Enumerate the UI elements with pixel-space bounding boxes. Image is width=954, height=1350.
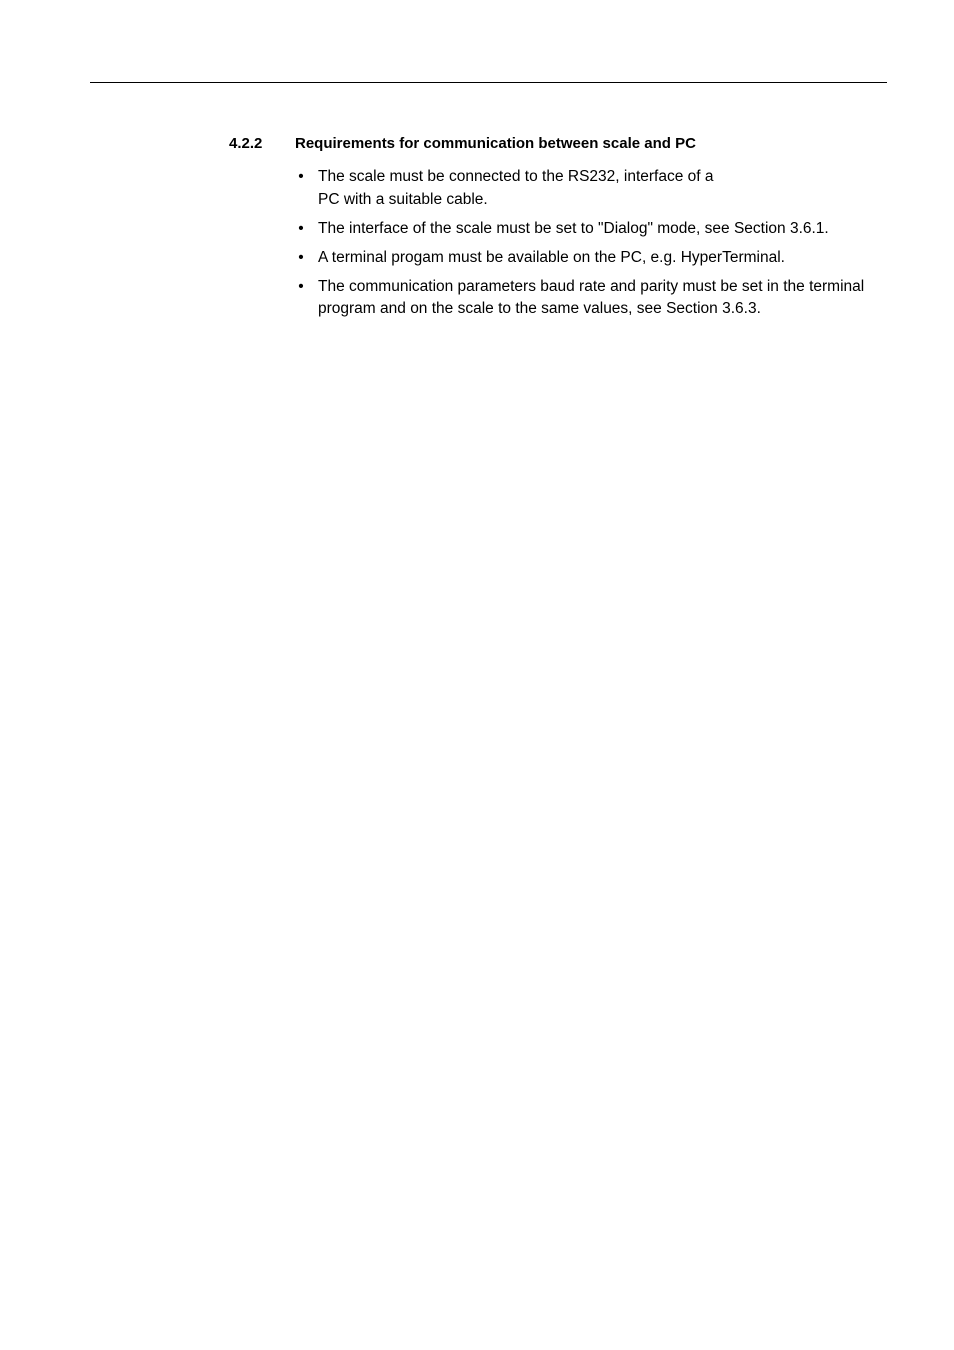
- section-number: 4.2.2: [229, 135, 263, 152]
- header-rule: [90, 82, 887, 83]
- list-item-text: A terminal progam must be available on the PC, e.g. HyperTerminal.: [318, 248, 785, 266]
- list-item: [295, 276, 885, 321]
- list-item: [295, 247, 885, 270]
- bullet-icon: •: [298, 168, 304, 185]
- section-title: Requirements for communication between scale and PC: [295, 135, 696, 152]
- list-item-text: The interface of the scale must be set to "Dialog" mode, see Section 3.6.1.: [318, 219, 829, 237]
- list-item: [295, 218, 885, 241]
- bullet-icon: •: [298, 248, 304, 266]
- list-item: [295, 166, 885, 211]
- list-item-text: PC with a suitable cable.: [318, 190, 488, 208]
- list-item-text: program and on the scale to the same values, see Section 3.6.3.: [318, 300, 761, 317]
- bullet-icon: •: [298, 219, 304, 237]
- list-item-text: The scale must be connected to the RS232, interface of a: [318, 168, 714, 185]
- requirements-list: [295, 166, 885, 327]
- bullet-icon: •: [298, 277, 304, 295]
- list-item-text: The communication parameters baud rate and parity must be set in the terminal: [318, 277, 865, 295]
